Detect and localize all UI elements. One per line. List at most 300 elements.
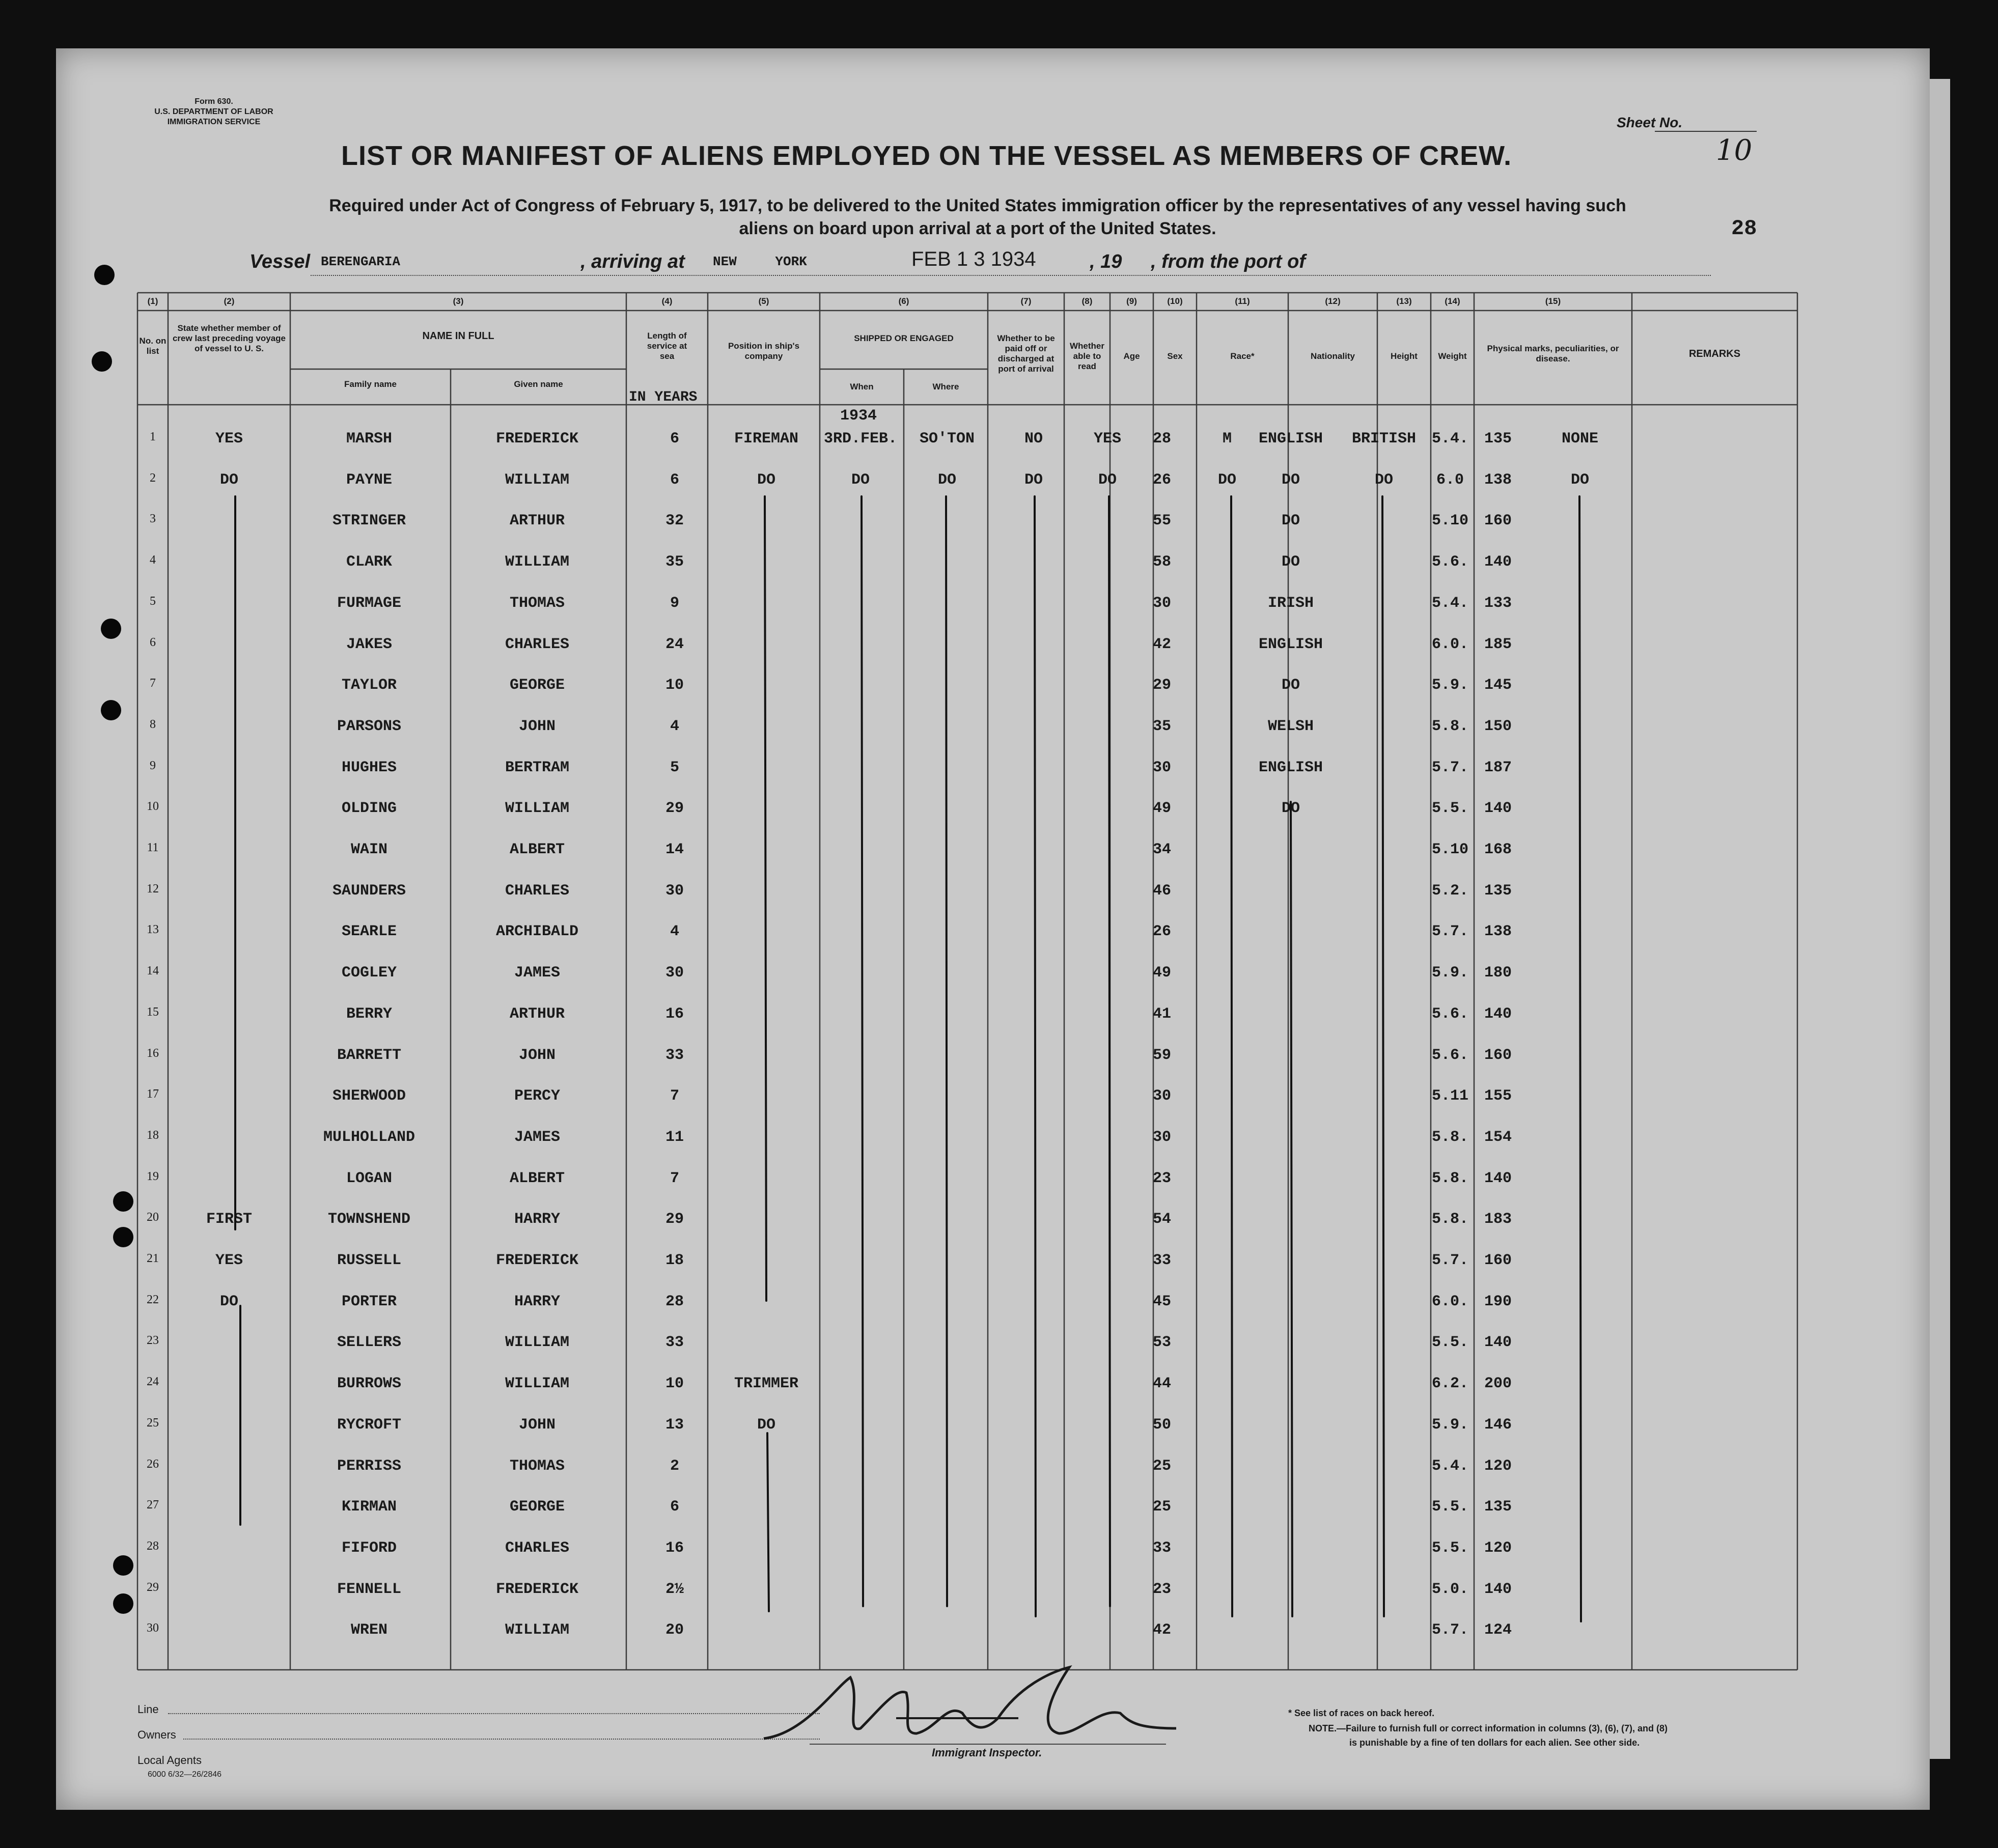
row-number: 21 (147, 1252, 159, 1265)
row-given-name: CHARLES (505, 1539, 570, 1557)
row-number: 23 (147, 1334, 159, 1348)
row-height: 5.0. (1431, 1580, 1468, 1598)
row-number: 11 (147, 841, 159, 854)
row-height: 5.7. (1431, 1621, 1468, 1639)
row-previous-voyage: YES (215, 1252, 243, 1269)
row-family-name: OLDING (341, 800, 397, 818)
row-number: 12 (147, 882, 159, 895)
row-height: 5.5. (1431, 1539, 1468, 1557)
row-length-service: 10 (665, 1375, 684, 1393)
row-age: 26 (1152, 471, 1171, 489)
row-age: 42 (1152, 635, 1171, 653)
row-height: 5.8. (1431, 717, 1468, 735)
column-number: (9) (1126, 296, 1137, 306)
row-family-name: KIRMAN (341, 1498, 397, 1516)
vessel-name: BERENGARIA (321, 254, 401, 269)
row-weight: 190 (1484, 1293, 1512, 1310)
column-number: (12) (1325, 296, 1341, 306)
row-length-service: 18 (665, 1252, 684, 1269)
row-given-name: PERCY (514, 1087, 560, 1105)
row-given-name: WILLIAM (505, 1334, 570, 1352)
row-number: 4 (150, 553, 156, 567)
row-height: 5.6. (1431, 1005, 1468, 1023)
row-length-service: 35 (665, 553, 684, 571)
row-weight: 160 (1484, 1046, 1512, 1064)
row-race: IRISH (1267, 594, 1314, 612)
row-given-name: ALBERT (509, 1169, 565, 1187)
row-given-name: ARTHUR (509, 1005, 565, 1023)
document-title: LIST OR MANIFEST OF ALIENS EMPLOYED ON THE VESSEL AS MEMBERS OF CREW. (341, 141, 1512, 171)
row-physical-marks: NONE (1561, 430, 1598, 447)
row-height: 6.0. (1431, 635, 1468, 653)
row-weight: 160 (1484, 1252, 1512, 1269)
row-age: 33 (1152, 1252, 1171, 1269)
row-height: 5.6. (1431, 553, 1468, 571)
column-number: (13) (1396, 296, 1412, 306)
row-weight: 140 (1484, 1005, 1512, 1023)
row-given-name: CHARLES (505, 882, 570, 900)
from-port-label: , from the port of (1151, 251, 1306, 272)
row-race: DO (1281, 677, 1300, 694)
row-weight: 135 (1484, 430, 1512, 447)
service-name: IMMIGRATION SERVICE (167, 118, 261, 126)
row-number: 26 (147, 1457, 159, 1471)
department-name: U.S. DEPARTMENT OF LABOR (154, 107, 273, 116)
row-family-name: HUGHES (341, 759, 397, 776)
row-number: 3 (150, 512, 156, 526)
row-race: ENGLISH (1258, 759, 1323, 776)
row-given-name: JAMES (514, 964, 560, 982)
row-length-service: 2½ (665, 1580, 684, 1598)
row-weight: 140 (1484, 553, 1512, 571)
row-weight: 185 (1484, 635, 1512, 653)
sheet-number: 10 (1716, 134, 1753, 167)
row-given-name: THOMAS (509, 1457, 565, 1475)
header-age: Age (1123, 351, 1140, 361)
row-position: DO (757, 471, 775, 489)
header-when: When (850, 382, 874, 391)
row-height: 5.9. (1431, 1416, 1468, 1434)
row-family-name: TAYLOR (341, 677, 397, 694)
row-previous-voyage: FIRST (206, 1211, 252, 1228)
row-given-name: JOHN (518, 1046, 556, 1064)
row-number: 6 (150, 635, 156, 649)
row-number: 5 (150, 594, 156, 608)
row-paid-off: NO (1024, 430, 1043, 447)
row-length-service: 13 (665, 1416, 684, 1434)
row-family-name: WAIN (350, 841, 387, 858)
row-number: 18 (147, 1128, 159, 1142)
row-number: 24 (147, 1375, 159, 1389)
row-nationality: DO (1374, 471, 1393, 489)
row-age: 30 (1152, 594, 1171, 612)
row-age: 30 (1152, 1128, 1171, 1146)
row-given-name: WILLIAM (505, 1375, 570, 1393)
row-weight: 140 (1484, 800, 1512, 818)
row-number: 2 (150, 471, 156, 485)
header-nationality: Nationality (1311, 351, 1355, 361)
header-crew-previous: State whether member of crew last preceding voyage of vessel to U. S. (172, 323, 286, 353)
vessel-label: Vessel (249, 251, 311, 272)
header-shipped: SHIPPED OR ENGAGED (854, 333, 954, 343)
row-family-name: RUSSELL (337, 1252, 402, 1269)
row-given-name: GEORGE (509, 677, 565, 694)
header-given-name: Given name (514, 379, 563, 389)
row-given-name: GEORGE (509, 1498, 565, 1516)
row-given-name: WILLIAM (505, 553, 570, 571)
row-weight: 120 (1484, 1457, 1512, 1475)
row-race: DO (1281, 553, 1300, 571)
row-length-service: 4 (670, 717, 679, 735)
row-length-service: 14 (665, 841, 684, 858)
footer-note-1: NOTE.—Failure to furnish full or correct information in columns (3), (6), (7), and (8) (1309, 1723, 1668, 1733)
row-age: 41 (1152, 1005, 1171, 1023)
row-nationality: BRITISH (1351, 430, 1417, 447)
row-length-service: 9 (670, 594, 679, 612)
header-family-name: Family name (344, 379, 397, 389)
row-height: 6.2. (1431, 1375, 1468, 1393)
in-years-note: IN YEARS (629, 389, 698, 405)
manifest-sheet (56, 48, 1930, 1810)
row-number: 16 (147, 1046, 159, 1060)
row-number: 20 (147, 1211, 159, 1224)
row-number: 28 (147, 1539, 159, 1553)
row-family-name: FIFORD (341, 1539, 397, 1557)
ditto-marks (56, 48, 1930, 1810)
row-family-name: BARRETT (337, 1046, 402, 1064)
row-family-name: PORTER (341, 1293, 397, 1310)
row-weight: 146 (1484, 1416, 1512, 1434)
header-height: Height (1391, 351, 1418, 361)
row-sex: DO (1217, 471, 1236, 489)
row-given-name: WILLIAM (505, 471, 570, 489)
row-age: 28 (1152, 430, 1171, 447)
subtitle-line-1: Required under Act of Congress of February 5, 1917, to be delivered to the United States immigration officer by the representatives of any vessel having such (329, 196, 1626, 215)
column-number: (4) (661, 296, 673, 306)
header-remarks: REMARKS (1688, 348, 1741, 359)
row-family-name: BURROWS (337, 1375, 402, 1393)
row-weight: 160 (1484, 512, 1512, 530)
column-number: (8) (1081, 296, 1093, 306)
row-length-service: 10 (665, 677, 684, 694)
row-height: 5.8. (1431, 1128, 1468, 1146)
row-family-name: FURMAGE (337, 594, 402, 612)
row-number: 25 (147, 1416, 159, 1430)
row-height: 5.5. (1431, 1498, 1468, 1516)
column-number: (5) (758, 296, 769, 306)
row-height: 5.6. (1431, 1046, 1468, 1064)
row-given-name: BERTRAM (505, 759, 570, 776)
header-length-service: Length of service at sea (647, 331, 687, 361)
binder-hole (113, 1227, 133, 1247)
row-family-name: COGLEY (341, 964, 397, 982)
row-shipped-when: DO (851, 471, 870, 489)
row-number: 8 (150, 717, 156, 731)
row-height: 5.4. (1431, 430, 1468, 447)
row-weight: 138 (1484, 471, 1512, 489)
footer-agents-label: Local Agents (137, 1754, 202, 1767)
row-family-name: TOWNSHEND (327, 1211, 411, 1228)
row-height: 5.9. (1431, 677, 1468, 694)
row-weight: 120 (1484, 1539, 1512, 1557)
binder-hole (92, 351, 112, 372)
row-weight: 200 (1484, 1375, 1512, 1393)
row-age: 34 (1152, 841, 1171, 858)
row-weight: 155 (1484, 1087, 1512, 1105)
row-age: 23 (1152, 1169, 1171, 1187)
row-family-name: LOGAN (346, 1169, 392, 1187)
row-age: 25 (1152, 1457, 1171, 1475)
row-age: 46 (1152, 882, 1171, 900)
row-number: 22 (147, 1293, 159, 1306)
row-number: 13 (147, 923, 159, 937)
row-height: 6.0. (1431, 1293, 1468, 1310)
row-height: 5.10 (1431, 512, 1468, 530)
row-age: 35 (1152, 717, 1171, 735)
row-height: 5.7. (1431, 759, 1468, 776)
row-physical-marks: DO (1570, 471, 1589, 489)
row-age: 33 (1152, 1539, 1171, 1557)
row-number: 17 (147, 1087, 159, 1101)
row-weight: 180 (1484, 964, 1512, 982)
row-age: 50 (1152, 1416, 1171, 1434)
row-length-service: 6 (670, 430, 679, 447)
header-sex: Sex (1167, 351, 1183, 361)
row-position: TRIMMER (734, 1375, 799, 1393)
row-age: 30 (1152, 1087, 1171, 1105)
row-length-service: 30 (665, 964, 684, 982)
row-given-name: FREDERICK (495, 1252, 579, 1269)
row-age: 26 (1152, 923, 1171, 941)
arriving-label: , arriving at (580, 251, 685, 272)
row-weight: 138 (1484, 923, 1512, 941)
column-number: (15) (1545, 296, 1561, 306)
row-family-name: PARSONS (337, 717, 402, 735)
row-height: 5.4. (1431, 594, 1468, 612)
row-given-name: JOHN (518, 1416, 556, 1434)
row-race: ENGLISH (1258, 635, 1323, 653)
row-length-service: 29 (665, 800, 684, 818)
row-family-name: SHERWOOD (332, 1087, 406, 1105)
row-length-service: 11 (665, 1128, 684, 1146)
date-stamp: FEB 1 3 1934 (911, 248, 1036, 270)
row-family-name: MARSH (346, 430, 392, 447)
row-family-name: MULHOLLAND (323, 1128, 415, 1146)
row-length-service: 4 (670, 923, 679, 941)
row-previous-voyage: DO (219, 471, 238, 489)
footer-owners-label: Owners (137, 1728, 176, 1741)
row-previous-voyage: DO (219, 1293, 238, 1310)
row-age: 49 (1152, 800, 1171, 818)
row-given-name: WILLIAM (505, 1621, 570, 1639)
year-note: 1934 (840, 407, 877, 425)
row-height: 5.11 (1431, 1087, 1468, 1105)
row-weight: 187 (1484, 759, 1512, 776)
row-given-name: WILLIAM (505, 800, 570, 818)
column-number: (14) (1445, 296, 1460, 306)
row-position: FIREMAN (734, 430, 799, 447)
row-family-name: STRINGER (332, 512, 406, 530)
row-length-service: 5 (670, 759, 679, 776)
row-height: 5.8. (1431, 1169, 1468, 1187)
row-race: DO (1281, 512, 1300, 530)
row-age: 23 (1152, 1580, 1171, 1598)
row-sex: M (1222, 430, 1232, 447)
row-age: 53 (1152, 1334, 1171, 1352)
row-family-name: PERRISS (337, 1457, 402, 1475)
row-number: 10 (147, 800, 159, 814)
row-age: 49 (1152, 964, 1171, 982)
row-length-service: 33 (665, 1334, 684, 1352)
row-length-service: 24 (665, 635, 684, 653)
row-length-service: 28 (665, 1293, 684, 1310)
page-edge (1930, 79, 1950, 1759)
row-number: 30 (147, 1621, 159, 1635)
footer-line-rule (168, 1713, 820, 1714)
binder-hole (113, 1191, 133, 1212)
page-number: 28 (1731, 216, 1757, 241)
row-age: 59 (1152, 1046, 1171, 1064)
row-previous-voyage: YES (215, 430, 243, 447)
row-shipped-when: 3RD.FEB. (823, 430, 898, 447)
row-age: 58 (1152, 553, 1171, 571)
subtitle-line-2: aliens on board upon arrival at a port of the United States. (739, 219, 1216, 238)
form-number: Form 630. (195, 97, 233, 106)
row-weight: 135 (1484, 882, 1512, 900)
row-length-service: 7 (670, 1169, 679, 1187)
row-race: DO (1281, 800, 1300, 818)
row-length-service: 2 (670, 1457, 679, 1475)
footer-line-label: Line (137, 1703, 159, 1716)
row-position: DO (757, 1416, 775, 1434)
row-number: 7 (150, 677, 156, 690)
row-given-name: FREDERICK (495, 430, 579, 447)
row-family-name: PAYNE (346, 471, 392, 489)
row-age: 30 (1152, 759, 1171, 776)
row-height: 5.5. (1431, 800, 1468, 818)
row-weight: 135 (1484, 1498, 1512, 1516)
row-family-name: FENNELL (337, 1580, 402, 1598)
inspector-label: Immigrant Inspector. (932, 1746, 1042, 1759)
row-given-name: ARTHUR (509, 512, 565, 530)
row-race: ENGLISH (1258, 430, 1323, 447)
row-weight: 140 (1484, 1169, 1512, 1187)
row-given-name: FREDERICK (495, 1580, 579, 1598)
row-family-name: CLARK (346, 553, 392, 571)
footer-note-2: is punishable by a fine of ten dollars for each alien. See other side. (1349, 1738, 1640, 1748)
row-given-name: CHARLES (505, 635, 570, 653)
row-given-name: JOHN (518, 717, 556, 735)
row-shipped-where: SO'TON (919, 430, 975, 447)
row-weight: 168 (1484, 841, 1512, 858)
footer-print-code: 6000 6/32—26/2846 (148, 1770, 222, 1779)
binder-hole (101, 700, 121, 720)
row-number: 29 (147, 1580, 159, 1594)
row-number: 1 (150, 430, 156, 443)
header-able-read: Whether able to read (1070, 341, 1104, 371)
row-length-service: 16 (665, 1539, 684, 1557)
row-race: DO (1281, 471, 1300, 489)
row-length-service: 20 (665, 1621, 684, 1639)
row-length-service: 6 (670, 471, 679, 489)
row-age: 55 (1152, 512, 1171, 530)
row-shipped-where: DO (937, 471, 956, 489)
row-family-name: WREN (350, 1621, 387, 1639)
sheet-label: Sheet No. (1617, 115, 1683, 130)
row-given-name: ARCHIBALD (495, 923, 579, 941)
inspector-rule (810, 1744, 1166, 1745)
footer-races-note: * See list of races on back hereof. (1288, 1708, 1435, 1718)
row-age: 45 (1152, 1293, 1171, 1310)
header-name-in-full: NAME IN FULL (422, 330, 494, 342)
row-weight: 150 (1484, 717, 1512, 735)
row-family-name: RYCROFT (337, 1416, 402, 1434)
row-length-service: 6 (670, 1498, 679, 1516)
row-age: 42 (1152, 1621, 1171, 1639)
header-no-on-list: No. on list (139, 336, 166, 356)
binder-hole (94, 265, 115, 285)
binder-hole (113, 1593, 133, 1614)
row-weight: 140 (1484, 1580, 1512, 1598)
row-given-name: JAMES (514, 1128, 560, 1146)
column-number: (10) (1167, 296, 1183, 306)
row-number: 14 (147, 964, 159, 978)
row-weight: 183 (1484, 1211, 1512, 1228)
row-able-read: YES (1093, 430, 1121, 447)
row-number: 19 (147, 1169, 159, 1183)
row-age: 54 (1152, 1211, 1171, 1228)
header-physical-marks: Physical marks, peculiarities, or disease. (1487, 344, 1619, 363)
column-number: (2) (224, 296, 235, 306)
row-weight: 133 (1484, 594, 1512, 612)
row-weight: 140 (1484, 1334, 1512, 1352)
row-height: 6.0 (1436, 471, 1464, 489)
row-family-name: SEARLE (341, 923, 397, 941)
row-height: 5.9. (1431, 964, 1468, 982)
row-weight: 124 (1484, 1621, 1512, 1639)
binder-hole (101, 619, 121, 639)
row-height: 5.7. (1431, 923, 1468, 941)
row-given-name: THOMAS (509, 594, 565, 612)
row-number: 27 (147, 1498, 159, 1512)
row-length-service: 32 (665, 512, 684, 530)
header-position: Position in ship's company (728, 341, 800, 361)
binder-hole (113, 1555, 133, 1576)
row-age: 25 (1152, 1498, 1171, 1516)
row-given-name: HARRY (514, 1211, 560, 1228)
row-family-name: SAUNDERS (332, 882, 406, 900)
row-race: WELSH (1267, 717, 1314, 735)
row-height: 5.2. (1431, 882, 1468, 900)
row-family-name: JAKES (346, 635, 392, 653)
year-label: , 19 (1090, 251, 1122, 272)
row-length-service: 30 (665, 882, 684, 900)
header-where: Where (932, 382, 959, 391)
row-length-service: 7 (670, 1087, 679, 1105)
row-height: 5.4. (1431, 1457, 1468, 1475)
row-length-service: 33 (665, 1046, 684, 1064)
row-height: 5.7. (1431, 1252, 1468, 1269)
row-height: 5.8. (1431, 1211, 1468, 1228)
row-height: 5.5. (1431, 1334, 1468, 1352)
column-number: (1) (147, 296, 158, 306)
row-number: 15 (147, 1005, 159, 1019)
row-weight: 154 (1484, 1128, 1512, 1146)
row-given-name: ALBERT (509, 841, 565, 858)
row-paid-off: DO (1024, 471, 1043, 489)
column-number: (6) (898, 296, 909, 306)
row-age: 44 (1152, 1375, 1171, 1393)
